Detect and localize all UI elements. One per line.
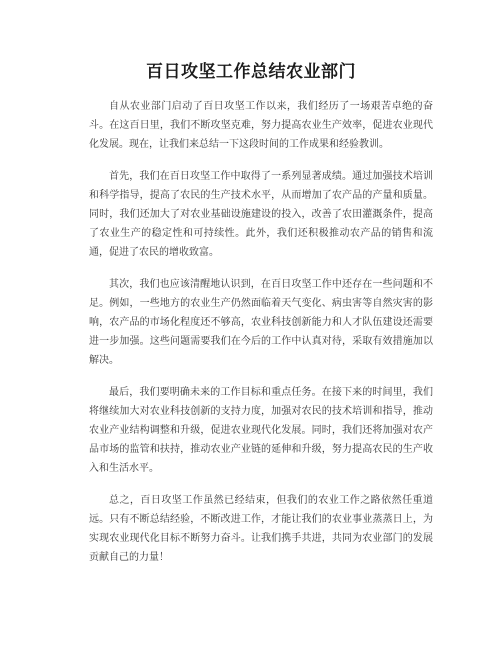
document-body <box>89 98 433 582</box>
paragraph-conclusion: 总之，百日攻坚工作虽然已经结束，但我们的农业工作之路依然任重道远。只有不断总结经验，不断改进工作，才能让我们的农业事业蒸蒸日上，为实现农业现代化目标不断努力奋斗。让我们携手共进，共同为农业部门的发展贡献自己的力量！ <box>89 495 433 563</box>
document-title: 百日攻坚工作总结农业部门 <box>146 62 356 82</box>
paragraph-intro: 自从农业部门启动了百日攻坚工作以来，我们经历了一场艰苦卓绝的奋斗。在这百日里，我们不断攻坚克难，努力提高农业生产效率，促进农业现代化发展。现在，让我们来总结一下这段时间的工作成果和经验教训。 <box>89 101 433 150</box>
paragraph-future-goals: 最后，我们要明确未来的工作目标和重点任务。在接下来的时间里，我们将继续加大对农业科技创新的支持力度，加强对农民的技术培训和指导，推动农业产业结构调整和升级，促进农业现代化发展。同时，我们还将加强对农产品市场的监管和扶持，推动农业产业链的延伸和升级，努力提高农民的生产收入和生活水平。 <box>89 387 433 474</box>
paragraph-achievements: 首先，我们在百日攻坚工作中取得了一系列显著成绩。通过加强技术培训和科学指导，提高了农民的生产技术水平，从而增加了农产品的产量和质量。同时，我们还加大了对农业基础设施建设的投入，改善了农田灌溉条件，提高了农业生产的稳定性和可持续性。此外，我们还积极推动农产品的销售和流通，促进了农民的增收致富。 <box>89 171 433 258</box>
paragraph-problems: 其次，我们也应该清醒地认识到，在百日攻坚工作中还存在一些问题和不足。例如，一些地方的农业生产仍然面临着天气变化、病虫害等自然灾害的影响，农产品的市场化程度还不够高，农业科技创新能力和人才队伍建设还需要进一步加强。这些问题需要我们在今后的工作中认真对待，采取有效措施加以解决。 <box>89 279 433 366</box>
